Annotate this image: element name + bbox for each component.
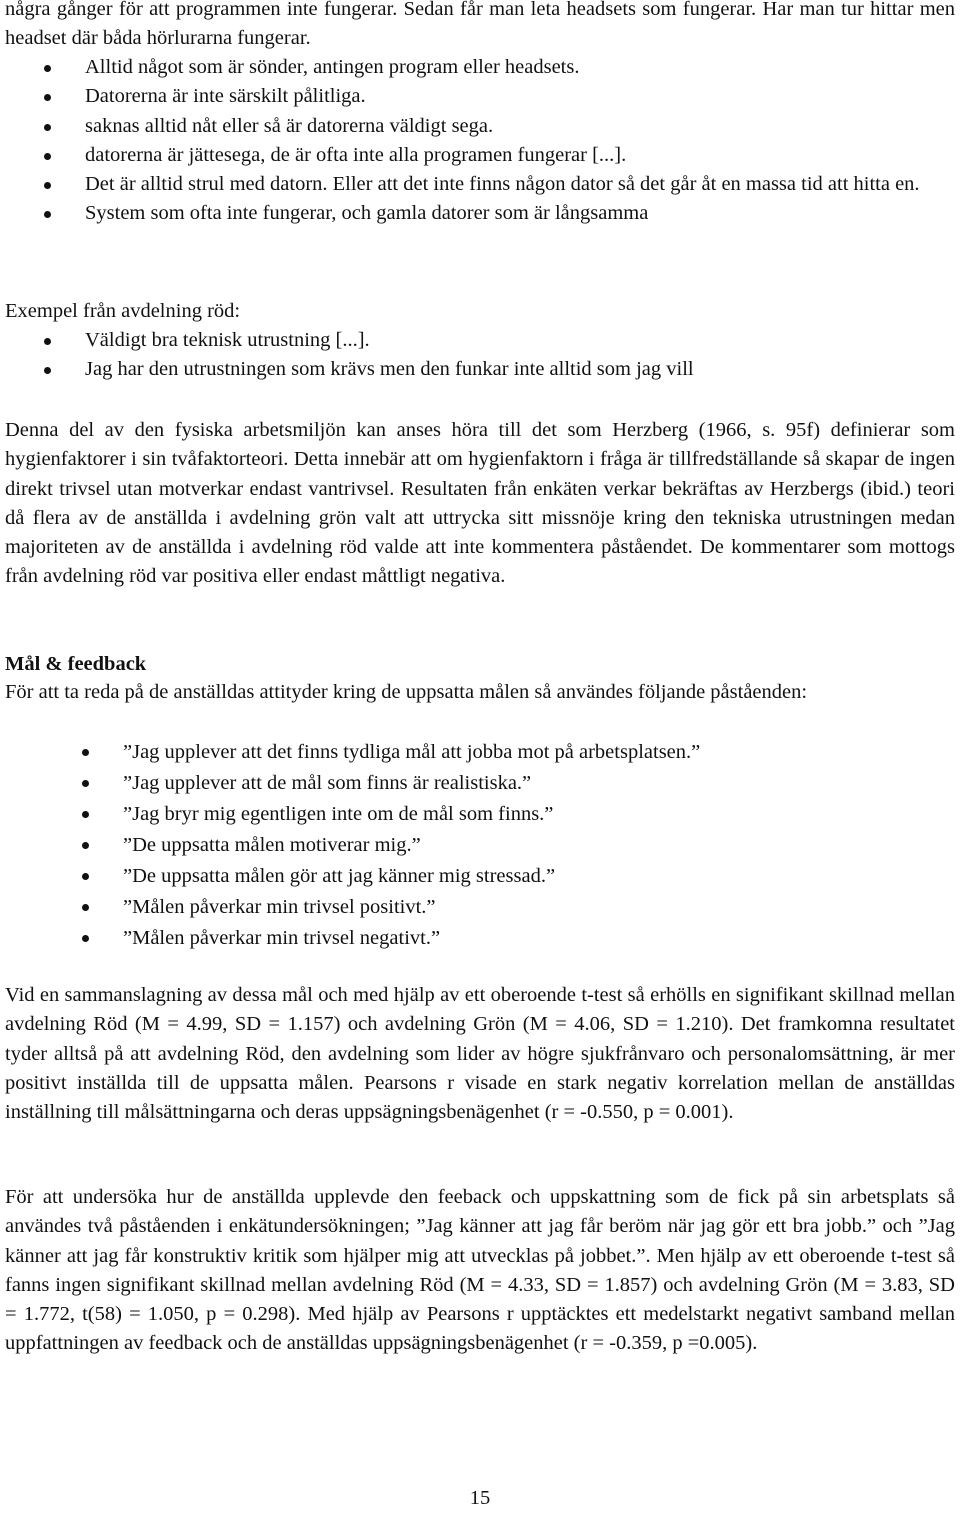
paragraph-hygiene-factors: Denna del av den fysiska arbetsmiljön kan anses höra till det som Herzberg (1966, s. 95f) definierar som hygienfaktorer i sin tvåfaktorteori. Detta innebär att om hygienfaktorn i fråga är tillfredställande så skapar de ingen direkt trivsel utan motverkar endast vantrivsel. Resultaten från enkäten verkar bekräftas av Herzbergs (ibid.) teori då flera av de anställda i avdelning grön valt att uttrycka sitt missnöje kring den tekniska utrustningen medan majoriteten av de anställda i avdelning röd valde att inte kommentera påståendet. De kommentarer som mottogs från avdelning röd var positiva eller endast måttligt negativa. <box>5 419 955 588</box>
goal-statements-list <box>0 737 955 954</box>
bullet-icon <box>82 749 89 756</box>
bullet-icon <box>82 873 89 880</box>
bullet-icon <box>44 124 51 131</box>
page-number: 15 <box>469 1487 491 1509</box>
list-item: ”Jag bryr mig egentligen inte om de mål som finns.” <box>5 799 955 830</box>
list-item: System som ofta inte fungerar, och gamla datorer som är långsamma <box>5 199 955 228</box>
list-item: datorerna är jättesega, de är ofta inte alla programen fungerar [...]. <box>5 141 955 170</box>
list-item: ”De uppsatta målen gör att jag känner mig stressad.” <box>5 861 955 892</box>
bullet-icon <box>44 94 51 101</box>
list-item: saknas alltid nåt eller så är datorerna väldigt sega. <box>5 112 955 141</box>
bullet-icon <box>44 153 51 160</box>
section-intro: För att ta reda på de anställdas attityder kring de uppsatta målen så användes följande påståenden: <box>5 681 808 703</box>
bullet-icon <box>82 811 89 818</box>
paragraph-feedback-ttest: För att undersöka hur de anställda upplevde den feeback och uppskattning som de fick på sin arbetsplats så användes två påståenden i enkätundersökningen; ”Jag känner att jag får beröm när jag gör ett bra jobb.” och ”Jag känner att jag får konstruktiv kritik som hjälper mig att utvecklas på jobbet.”. Men hjälp av ett oberoende t-test så fanns ingen signifikant skillnad mellan avdelning Röd (M = 4.33, SD = 1.857) och avdelning Grön (M = 3.83, SD = 1.772, t(58) = 1.050, p = 0.298). Med hjälp av Pearsons r upptäcktes ett medelstarkt negativt samband mellan uppfattningen av feedback och de anställdas uppsägningsbenägenhet (r = -0.359, p =0.005). <box>5 1186 955 1355</box>
bullet-icon <box>44 182 51 189</box>
bullet-icon <box>82 935 89 942</box>
bullet-icon <box>82 780 89 787</box>
continued-paragraph: några gånger för att programmen inte fungerar. Sedan får man leta headsets som fungerar. Har man tur hittar men headset där båda hörlurarna fungerar. <box>5 0 955 50</box>
list-item: ”De uppsatta målen motiverar mig.” <box>5 830 955 861</box>
list-item: ”Målen påverkar min trivsel positivt.” <box>5 892 955 923</box>
list-item: ”Jag upplever att de mål som finns är realistiska.” <box>5 768 955 799</box>
paragraph-goals-ttest: Vid en sammanslagning av dessa mål och med hjälp av ett oberoende t-test så erhölls en signifikant skillnad mellan avdelning Röd (M = 4.99, SD = 1.157) och avdelning Grön (M = 4.06, SD = 1.210). Det framkomna resultatet tyder alltså på att avdelning Röd, den avdelning som lider av högre sjukfrånvaro och personalomsättning, är mer positivt inställda till de uppsatta målen. Pearsons r visade en stark negativ korrelation mellan de anställdas inställning till målsättningarna och deras uppsägningsbenägenhet (r = -0.550, p = 0.001). <box>5 984 955 1124</box>
list-item: Datorerna är inte särskilt pålitliga. <box>5 82 955 111</box>
bullet-icon <box>82 842 89 849</box>
bullet-icon <box>44 65 51 72</box>
list-item: ”Målen påverkar min trivsel negativt.” <box>5 923 955 954</box>
bullet-icon <box>44 338 51 345</box>
section-heading: Mål & feedback <box>5 653 147 675</box>
list-item: Alltid något som är sönder, antingen program eller headsets. <box>5 53 955 82</box>
list-item: Det är alltid strul med datorn. Eller att det inte finns någon dator så det går åt en massa tid att hitta en. <box>5 170 955 199</box>
list-item: ”Jag upplever att det finns tydliga mål att jobba mot på arbetsplatsen.” <box>5 737 955 768</box>
bullet-icon <box>82 904 89 911</box>
example-heading: Exempel från avdelning röd: <box>5 300 241 322</box>
list-item: Jag har den utrustningen som krävs men den funkar inte alltid som jag vill <box>5 355 955 384</box>
example-red-list <box>0 326 955 385</box>
bullet-icon <box>44 211 51 218</box>
list-item: Väldigt bra teknisk utrustning [...]. <box>5 326 955 355</box>
computer-complaints-list <box>0 53 955 229</box>
bullet-icon <box>44 367 51 374</box>
